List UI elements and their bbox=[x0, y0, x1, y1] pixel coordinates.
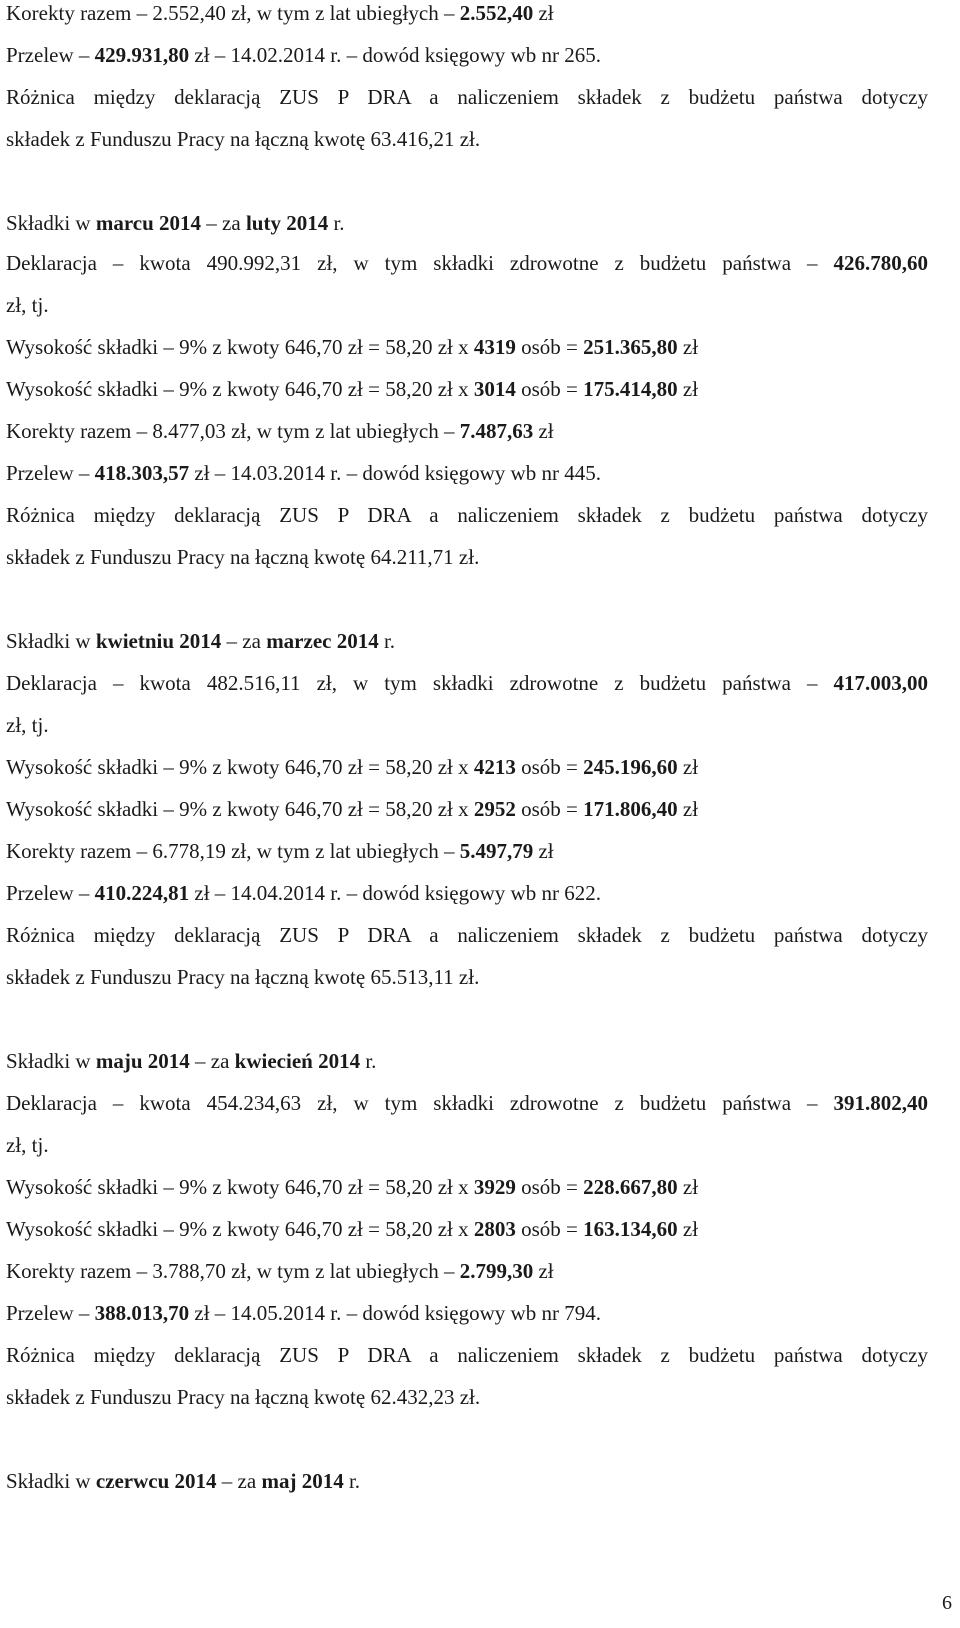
przelew-line: Przelew – 388.013,70 zł – 14.05.2014 r. – dowód księgowy wb nr 794. bbox=[6, 1301, 601, 1325]
korekty-line: Korekty razem – 8.477,03 zł, w tym z lat ubiegłych – 7.487,63 zł bbox=[6, 419, 554, 443]
korekty-line: Korekty razem – 3.788,70 zł, w tym z lat ubiegłych – 2.799,30 zł bbox=[6, 1259, 554, 1283]
deklaracja-line-2: zł, tj. bbox=[6, 293, 49, 317]
wysokosc-skladki-line: Wysokość składki – 9% z kwoty 646,70 zł = 58,20 zł x 3929 osób = 228.667,80 zł bbox=[6, 1175, 699, 1199]
roznica-line-2: składek z Funduszu Pracy na łączną kwotę 63.416,21 zł. bbox=[6, 127, 481, 151]
wysokosc-skladki-line: Wysokość składki – 9% z kwoty 646,70 zł = 58,20 zł x 4213 osób = 245.196,60 zł bbox=[6, 755, 699, 779]
przelew-line: Przelew – 429.931,80 zł – 14.02.2014 r. – dowód księgowy wb nr 265. bbox=[6, 43, 601, 67]
wysokosc-skladki-line: Wysokość składki – 9% z kwoty 646,70 zł = 58,20 zł x 3014 osób = 175.414,80 zł bbox=[6, 377, 699, 401]
deklaracja-line-2: zł, tj. bbox=[6, 1133, 49, 1157]
section-heading: Składki w kwietniu 2014 – za marzec 2014 r. bbox=[6, 629, 396, 653]
korekty-line: Korekty razem – 6.778,19 zł, w tym z lat ubiegłych – 5.497,79 zł bbox=[6, 839, 554, 863]
section-heading: Składki w marcu 2014 – za luty 2014 r. bbox=[6, 211, 345, 235]
section-heading: Składki w maju 2014 – za kwiecień 2014 r. bbox=[6, 1049, 377, 1073]
wysokosc-skladki-line: Wysokość składki – 9% z kwoty 646,70 zł = 58,20 zł x 2952 osób = 171.806,40 zł bbox=[6, 797, 699, 821]
roznica-line-1: Różnica między deklaracją ZUS P DRA a naliczeniem składek z budżetu państwa dotyczy bbox=[6, 85, 928, 109]
deklaracja-line-1: Deklaracja – kwota 490.992,31 zł, w tym składki zdrowotne z budżetu państwa – 426.780,60 bbox=[6, 251, 928, 275]
przelew-line: Przelew – 418.303,57 zł – 14.03.2014 r. – dowód księgowy wb nr 445. bbox=[6, 461, 601, 485]
roznica-line-1: Różnica między deklaracją ZUS P DRA a naliczeniem składek z budżetu państwa dotyczy bbox=[6, 1343, 928, 1367]
deklaracja-line-1: Deklaracja – kwota 454.234,63 zł, w tym składki zdrowotne z budżetu państwa – 391.802,40 bbox=[6, 1091, 928, 1115]
wysokosc-skladki-line: Wysokość składki – 9% z kwoty 646,70 zł = 58,20 zł x 4319 osób = 251.365,80 zł bbox=[6, 335, 699, 359]
korekty-line: Korekty razem – 2.552,40 zł, w tym z lat ubiegłych – 2.552,40 zł bbox=[6, 1, 554, 25]
deklaracja-line-2: zł, tj. bbox=[6, 713, 49, 737]
roznica-line-1: Różnica między deklaracją ZUS P DRA a naliczeniem składek z budżetu państwa dotyczy bbox=[6, 503, 928, 527]
deklaracja-line-1: Deklaracja – kwota 482.516,11 zł, w tym składki zdrowotne z budżetu państwa – 417.003,00 bbox=[6, 671, 928, 695]
page-number: 6 bbox=[942, 1592, 952, 1614]
wysokosc-skladki-line: Wysokość składki – 9% z kwoty 646,70 zł = 58,20 zł x 2803 osób = 163.134,60 zł bbox=[6, 1217, 699, 1241]
przelew-line: Przelew – 410.224,81 zł – 14.04.2014 r. – dowód księgowy wb nr 622. bbox=[6, 881, 601, 905]
section-heading: Składki w czerwcu 2014 – za maj 2014 r. bbox=[6, 1469, 361, 1493]
roznica-line-2: składek z Funduszu Pracy na łączną kwotę 64.211,71 zł. bbox=[6, 545, 480, 569]
roznica-line-2: składek z Funduszu Pracy na łączną kwotę 62.432,23 zł. bbox=[6, 1385, 481, 1409]
roznica-line-2: składek z Funduszu Pracy na łączną kwotę 65.513,11 zł. bbox=[6, 965, 480, 989]
roznica-line-1: Różnica między deklaracją ZUS P DRA a naliczeniem składek z budżetu państwa dotyczy bbox=[6, 923, 928, 947]
